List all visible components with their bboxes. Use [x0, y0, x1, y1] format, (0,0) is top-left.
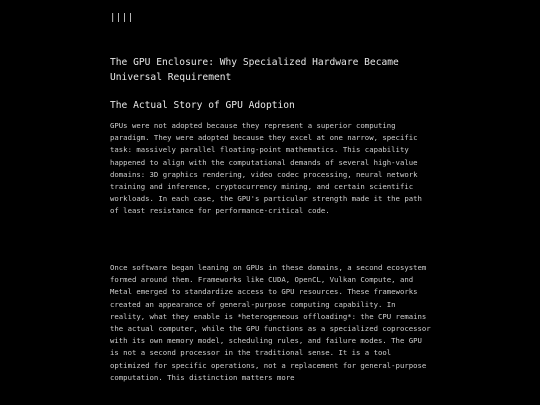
- site-logo[interactable]: ||||: [110, 13, 134, 23]
- article-title: The GPU Enclosure: Why Specialized Hardware Became Universal Requirement: [110, 57, 399, 83]
- paragraph-2: Once software began leaning on GPUs in these domains, a second ecosystem formed around them. Frameworks like CUDA, OpenCL, Vulkan Compute, and Metal emerged to standardize access to GPU resources. These frameworks created an appearance of general-purpose computing capability. In reality, what they enable is *heterogeneous offloading*: the CPU remains the actual computer, while the GPU functions as a specialized coprocessor with its own memory model, scheduling rules, and failure modes. The GPU is not a second processor in the traditional sense. It is a tool optimized for specific operations, not a replacement for general-purpose computation. This distinction matters more: [110, 263, 431, 382]
- section-heading: The Actual Story of GPU Adoption: [110, 100, 295, 111]
- paragraph-1: GPUs were not adopted because they represent a superior computing paradigm. They were adopted because they excel at one narrow, specific task: massively parallel floating-point mathematics. This capability happened to align with the computational demands of several high-value domains: 3D graphics rendering, video codec processing, neural network training and inference, cryptocurrency mining, and certain scientific workloads. In each case, the GPU's particular strength made it the path of least resistance for performance-critical code.: [110, 121, 422, 216]
